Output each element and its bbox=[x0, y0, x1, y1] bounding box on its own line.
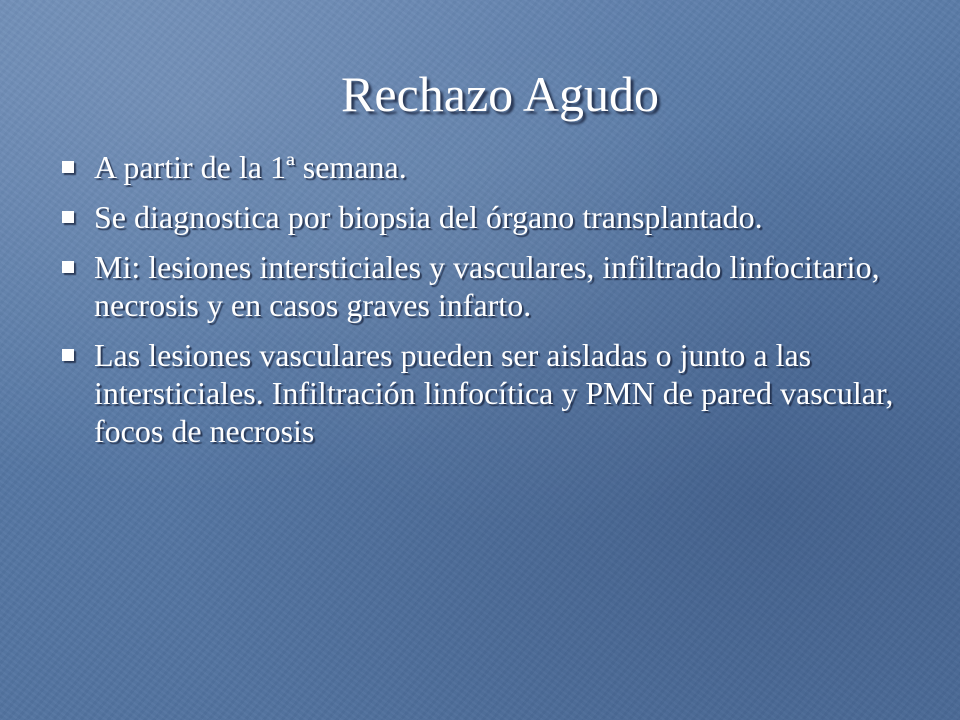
bullet-text: Las lesiones vasculares pueden ser aisladas o junto a las intersticiales. Infiltración linfocítica y PMN de pared vascular, focos de necrosis bbox=[94, 337, 894, 449]
bullet-item bbox=[62, 198, 922, 236]
bullet-item bbox=[62, 336, 922, 450]
slide-title: Rechazo Agudo bbox=[341, 66, 659, 122]
square-bullet-icon bbox=[62, 161, 74, 173]
bullet-item bbox=[62, 148, 922, 186]
bullet-item bbox=[62, 248, 922, 324]
square-bullet-icon bbox=[62, 211, 74, 223]
square-bullet-icon bbox=[62, 349, 74, 361]
square-bullet-icon bbox=[62, 261, 74, 273]
bullet-text: A partir de la 1ª semana. bbox=[94, 149, 407, 185]
bullet-list bbox=[62, 148, 922, 462]
bullet-text: Se diagnostica por biopsia del órgano transplantado. bbox=[94, 199, 763, 235]
bullet-text: Mi: lesiones intersticiales y vasculares, infiltrado linfocitario, necrosis y en casos graves infarto. bbox=[94, 249, 880, 323]
